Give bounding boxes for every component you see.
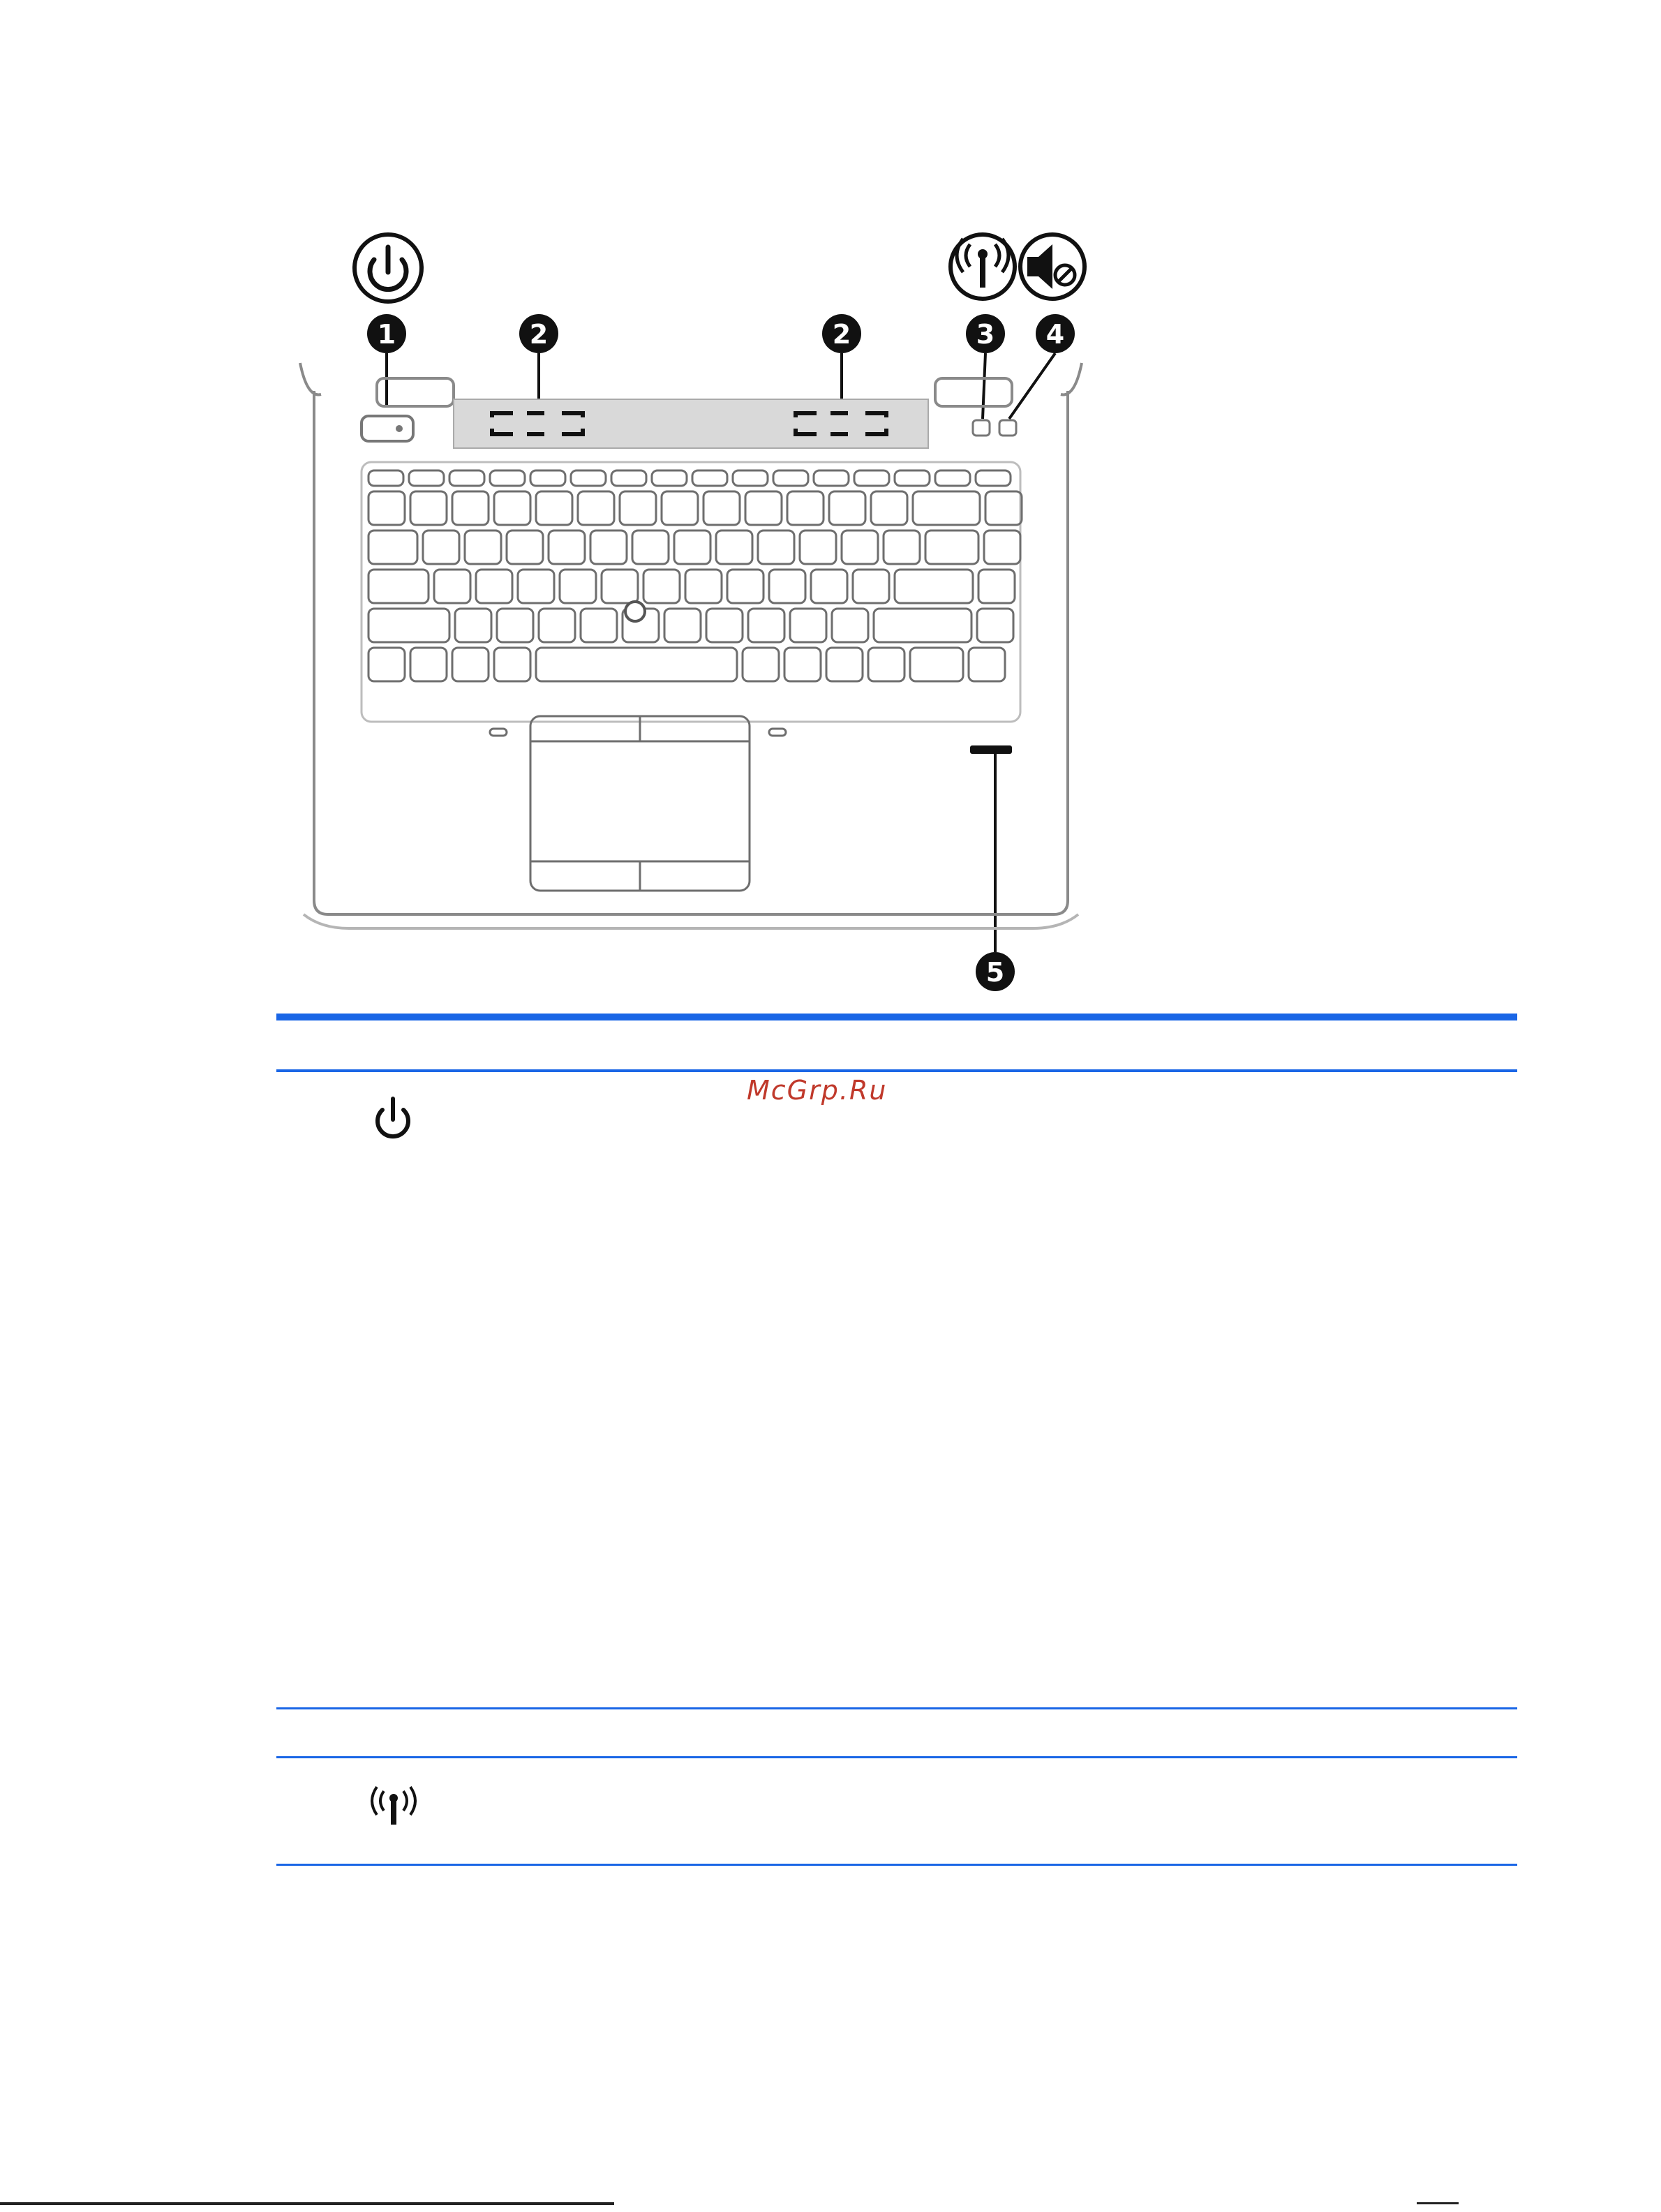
keyboard-key (620, 491, 656, 525)
keyboard-key (674, 530, 710, 564)
keyboard-frame (362, 462, 1020, 722)
keyboard-key (935, 470, 970, 486)
keyboard-key (871, 491, 907, 525)
keyboard-key (368, 648, 405, 681)
keyboard-key (895, 570, 973, 603)
keyboard-key (976, 470, 1011, 486)
keyboard-key (507, 530, 543, 564)
keyboard-key (452, 648, 489, 681)
keyboard-key (368, 570, 429, 603)
keyboard-key (410, 648, 447, 681)
watermark: McGrp.Ru (747, 1075, 888, 1106)
keyboard-key (969, 648, 1005, 681)
keyboard-key (494, 648, 530, 681)
keyboard-key (853, 570, 889, 603)
keyboard-key (643, 570, 680, 603)
keyboard-key (536, 491, 572, 525)
svg-text:3: 3 (976, 319, 995, 350)
keyboard-key (829, 491, 865, 525)
speaker-bar (454, 399, 928, 448)
keyboard-key (787, 491, 824, 525)
callout-5 (976, 952, 1015, 991)
pointing-stick (625, 602, 645, 621)
keyboard-key (652, 470, 687, 486)
keyboard-key (984, 530, 1020, 564)
svg-text:2: 2 (529, 319, 549, 350)
keyboard-key (790, 609, 826, 642)
keyboard-key (733, 470, 768, 486)
table-bottom-rule (276, 1864, 1517, 1866)
keyboard-key (814, 470, 849, 486)
volume-mute-button (999, 420, 1016, 436)
touchpad (490, 716, 786, 891)
keyboard-key (769, 570, 805, 603)
keyboard-key (874, 609, 971, 642)
keyboard-key (578, 491, 614, 525)
keyboard-key (800, 530, 836, 564)
keyboard-key (978, 570, 1015, 603)
keyboard-key (560, 570, 596, 603)
keyboard-key (826, 648, 863, 681)
keyboard-key (423, 530, 459, 564)
keyboard-key (602, 570, 638, 603)
keyboard-key (465, 530, 501, 564)
keyboard-key (368, 530, 417, 564)
keyboard-key (664, 609, 701, 642)
keyboard-key (692, 470, 727, 486)
keyboard-key (590, 530, 627, 564)
table-top-rule (276, 1014, 1517, 1020)
keyboard-key (490, 470, 525, 486)
keyboard-key (784, 648, 821, 681)
keyboard-key (409, 470, 444, 486)
keyboard-key (611, 470, 646, 486)
keyboard-key (536, 648, 737, 681)
keyboard-key (632, 530, 669, 564)
keyboard-key (497, 609, 533, 642)
keyboard-key (662, 491, 698, 525)
keyboard-key (685, 570, 722, 603)
keyboard-key (745, 491, 782, 525)
wireless-icon (366, 1786, 422, 1827)
keyboard-key (758, 530, 794, 564)
keyboard-key (727, 570, 764, 603)
keyboard-key (910, 648, 963, 681)
keyboard-key (581, 609, 617, 642)
keyboard-key (895, 470, 930, 486)
wireless-button (973, 420, 990, 436)
callout-3 (966, 314, 1005, 353)
keyboard-key (854, 470, 889, 486)
keyboard (362, 462, 1022, 722)
power-icon (368, 1094, 417, 1143)
keyboard-key (913, 491, 980, 525)
keyboard-key (368, 609, 449, 642)
keyboard-key (549, 530, 585, 564)
power-button (362, 416, 413, 441)
keyboard-key (884, 530, 920, 564)
keyboard-key (449, 470, 484, 486)
keyboard-key (703, 491, 740, 525)
keyboard-key (539, 609, 575, 642)
footer-mark (1417, 2202, 1459, 2204)
keyboard-key (743, 648, 779, 681)
keyboard-key (494, 491, 530, 525)
keyboard-key (518, 570, 554, 603)
keyboard-key (716, 530, 752, 564)
keyboard-key (571, 470, 606, 486)
fingerprint-reader (970, 745, 1012, 754)
callout-4 (1036, 314, 1075, 353)
keyboard-key (410, 491, 447, 525)
keyboard-key (985, 491, 1022, 525)
keyboard-key (832, 609, 868, 642)
keyboard-key (452, 491, 489, 525)
svg-text:1: 1 (377, 319, 396, 350)
row-divider (276, 1707, 1517, 1709)
keyboard-key (773, 470, 808, 486)
keyboard-key (368, 491, 405, 525)
wireless-icon (951, 235, 1015, 299)
laptop-top-view-figure (279, 216, 1117, 998)
keyboard-key (842, 530, 878, 564)
table-header-rule (276, 1069, 1517, 1072)
keyboard-key (434, 570, 470, 603)
keyboard-key (811, 570, 847, 603)
svg-text:5: 5 (985, 957, 1005, 988)
svg-text:4: 4 (1045, 319, 1065, 350)
svg-text:2: 2 (832, 319, 851, 350)
callout-2-left (519, 314, 558, 353)
callout-2-right (822, 314, 861, 353)
keyboard-key (706, 609, 743, 642)
keyboard-key (476, 570, 512, 603)
keyboard-key (977, 609, 1013, 642)
keyboard-key (868, 648, 904, 681)
keyboard-key (455, 609, 491, 642)
callout-1 (367, 314, 406, 353)
row-divider (276, 1756, 1517, 1758)
footer-line (0, 2202, 614, 2205)
keyboard-key (925, 530, 978, 564)
keyboard-key (530, 470, 565, 486)
power-icon (355, 235, 422, 302)
keyboard-key (748, 609, 784, 642)
volume-mute-icon (1020, 235, 1085, 299)
keyboard-key (368, 470, 403, 486)
